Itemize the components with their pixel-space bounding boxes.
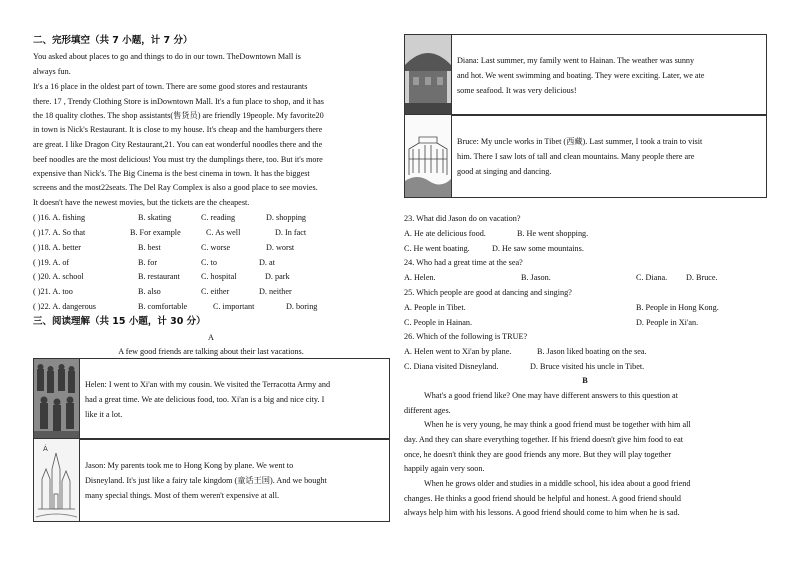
option-a: ( )22. A. dangerous	[33, 302, 96, 311]
option-a: A. Helen went to Xi'an by plane.	[404, 347, 512, 356]
passage-b-line: once, he doesn't think they are good friends any more. But they will play together	[404, 450, 672, 459]
cloze-line: It's a 16 place in the oldest part of town. There are some good stores and restaurants	[33, 82, 308, 91]
cloze-line: beef noodles are the most delicious! You must try the dumplings there, too. But it's more	[33, 155, 323, 164]
passage-b-line: changes. He thinks a good friend should be helpful and honest. A good friend should	[404, 494, 681, 503]
option-a: ( )18. A. better	[33, 243, 81, 252]
option-c: C. important	[213, 302, 255, 311]
option-a: A. He ate delicious food.	[404, 229, 486, 238]
option-c: C. As well	[206, 228, 241, 237]
option-d: D. Bruce visited his uncle in Tibet.	[530, 362, 645, 371]
question-21[interactable]	[33, 287, 389, 297]
question-text: 26. Which of the following is TRUE?	[404, 332, 528, 341]
disneyland-castle-image	[34, 439, 80, 521]
option-b: B. Jason liked boating on the sea.	[537, 347, 647, 356]
option-b: B. He went shopping.	[517, 229, 589, 238]
option-b: B. for	[138, 258, 158, 267]
question-text: 23. What did Jason do on vacation?	[404, 214, 521, 223]
bruce-card	[404, 114, 767, 198]
cloze-line: there. 17 , Trendy Clothing Store is inDowntown Mall. It's a fun place to shop, and it has	[33, 97, 324, 106]
jason-text: Disneyland. It's just like a fairy tale kingdom (童话王国). And we bought	[85, 476, 327, 485]
option-c: C. Diana.	[636, 273, 668, 282]
question-18[interactable]	[33, 243, 389, 253]
section-a-label: A	[208, 333, 214, 342]
question-22[interactable]	[33, 302, 389, 312]
question-20[interactable]	[33, 272, 389, 282]
diana-text: and hot. We went swimming and boating. They were exciting. Later, we ate	[457, 71, 705, 80]
question-19[interactable]	[33, 258, 389, 268]
option-b: B. skating	[138, 213, 172, 222]
option-b: B. People in Hong Kong.	[636, 303, 719, 312]
option-d: D. Bruce.	[686, 273, 718, 282]
helen-text: had a great time. We ate delicious food, too. Xi'an is a big and nice city. I	[85, 395, 325, 404]
passage-b-line: different ages.	[404, 406, 451, 415]
jason-text: many special things. Most of them weren't expensive at all.	[85, 491, 280, 500]
section-a-intro: A few good friends are talking about their last vacations.	[118, 347, 304, 356]
cloze-line: It doesn't have the newest movies, but the tickets are the cheapest.	[33, 198, 250, 207]
option-b: B. Jason.	[521, 273, 551, 282]
option-d: D. People in Xi'an.	[636, 318, 699, 327]
option-b: B. For example	[130, 228, 181, 237]
cloze-line: always fun.	[33, 67, 71, 76]
bruce-text: him. There I saw lots of tall and clean mountains. Many people there are	[457, 152, 695, 161]
option-b: B. comfortable	[138, 302, 188, 311]
option-b: B. also	[138, 287, 161, 296]
option-a: A. People in Tibet.	[404, 303, 466, 312]
helen-text: Helen: I went to Xi'an with my cousin. We visited the Terracotta Army and	[85, 380, 331, 389]
passage-b-line: When he grows older and studies in a middle school, his idea about a good friend	[424, 479, 691, 488]
option-a: A. Helen.	[404, 273, 436, 282]
option-d: D. boring	[286, 302, 318, 311]
cloze-line: in town is Nick's Restaurant. It is close to my house. It's cheap and the hamburgers there	[33, 125, 323, 134]
jason-card	[33, 438, 390, 522]
option-a: ( )16. A. fishing	[33, 213, 86, 222]
hainan-image	[405, 35, 452, 115]
option-c: C. either	[201, 287, 230, 296]
cloze-line: You asked about places to go and things to do in our town. TheDowntown Mall is	[33, 52, 301, 61]
option-d: D. park	[265, 272, 290, 281]
option-a: ( )19. A. of	[33, 258, 70, 267]
option-d: D. at	[259, 258, 275, 267]
option-c: C. Diana visited Disneyland.	[404, 362, 499, 371]
tibet-potala-image	[405, 115, 452, 197]
helen-text: like it a lot.	[85, 410, 123, 419]
question-text: 25. Which people are good at dancing and singing?	[404, 288, 572, 297]
option-b: B. restaurant	[138, 272, 180, 281]
passage-b-line: happily again very soon.	[404, 464, 485, 473]
cloze-heading: 二、完形填空（共 7 小题，计 7 分）	[33, 35, 193, 46]
option-c: C. He went boating.	[404, 244, 470, 253]
passage-b-line: always help him with his lessons. A good friend should come to him when he is sad.	[404, 508, 680, 517]
option-d: D. worst	[266, 243, 295, 252]
diana-card	[404, 34, 767, 116]
question-17[interactable]	[33, 228, 389, 238]
diana-text: some seafood. It was very delicious!	[457, 86, 577, 95]
section-b-label: B	[582, 376, 588, 385]
diana-text: Diana: Last summer, my family went to Hainan. The weather was sunny	[457, 56, 695, 65]
passage-b-line: When he is very young, he may think a good friend must be together with him all	[424, 420, 691, 429]
option-c: C. worse	[201, 243, 231, 252]
helen-card	[33, 358, 390, 440]
option-c: C. reading	[201, 213, 236, 222]
reading-heading: 三、阅读理解（共 15 小题，计 30 分）	[33, 316, 206, 327]
option-b: B. best	[138, 243, 161, 252]
passage-b-line: What's a good friend like? One may have different answers to this question at	[424, 391, 678, 400]
option-c: C. People in Hainan.	[404, 318, 472, 327]
cloze-line: are great. I like Dragon City Restaurant,21. You can eat wonderful noodles there and the	[33, 140, 323, 149]
option-a: ( )17. A. So that	[33, 228, 86, 237]
option-c: C. hospital	[201, 272, 237, 281]
option-d: D. He saw some mountains.	[492, 244, 584, 253]
option-d: D. In fact	[275, 228, 307, 237]
svg-text:Á: Á	[43, 445, 48, 453]
terracotta-army-image	[34, 359, 80, 439]
bruce-text: Bruce: My uncle works in Tibet (西藏). Last summer, I took a train to visit	[457, 137, 703, 146]
passage-b-line: day. And they can share everything together. If his friend doesn't give him food to eat	[404, 435, 684, 444]
cloze-line: the 18 quality clothes. The shop assistants(售货员) are friendly 19people. My favorite20	[33, 111, 324, 120]
bruce-text: good at singing and dancing.	[457, 167, 552, 176]
option-d: D. neither	[259, 287, 292, 296]
cloze-line: screens and the most22seats. The Del Ray Complex is also a good place to see movies.	[33, 183, 318, 192]
option-a: ( )21. A. too	[33, 287, 73, 296]
option-c: C. to	[201, 258, 217, 267]
jason-text: Jason: My parents took me to Hong Kong by plane. We went to	[85, 461, 294, 470]
question-16[interactable]	[33, 213, 389, 223]
option-a: ( )20. A. school	[33, 272, 84, 281]
option-d: D. shopping	[266, 213, 307, 222]
cloze-line: expensive than Nick's. The Big Cinema is the best cinema in town. It has the biggest	[33, 169, 310, 178]
question-text: 24. Who had a great time at the sea?	[404, 258, 523, 267]
